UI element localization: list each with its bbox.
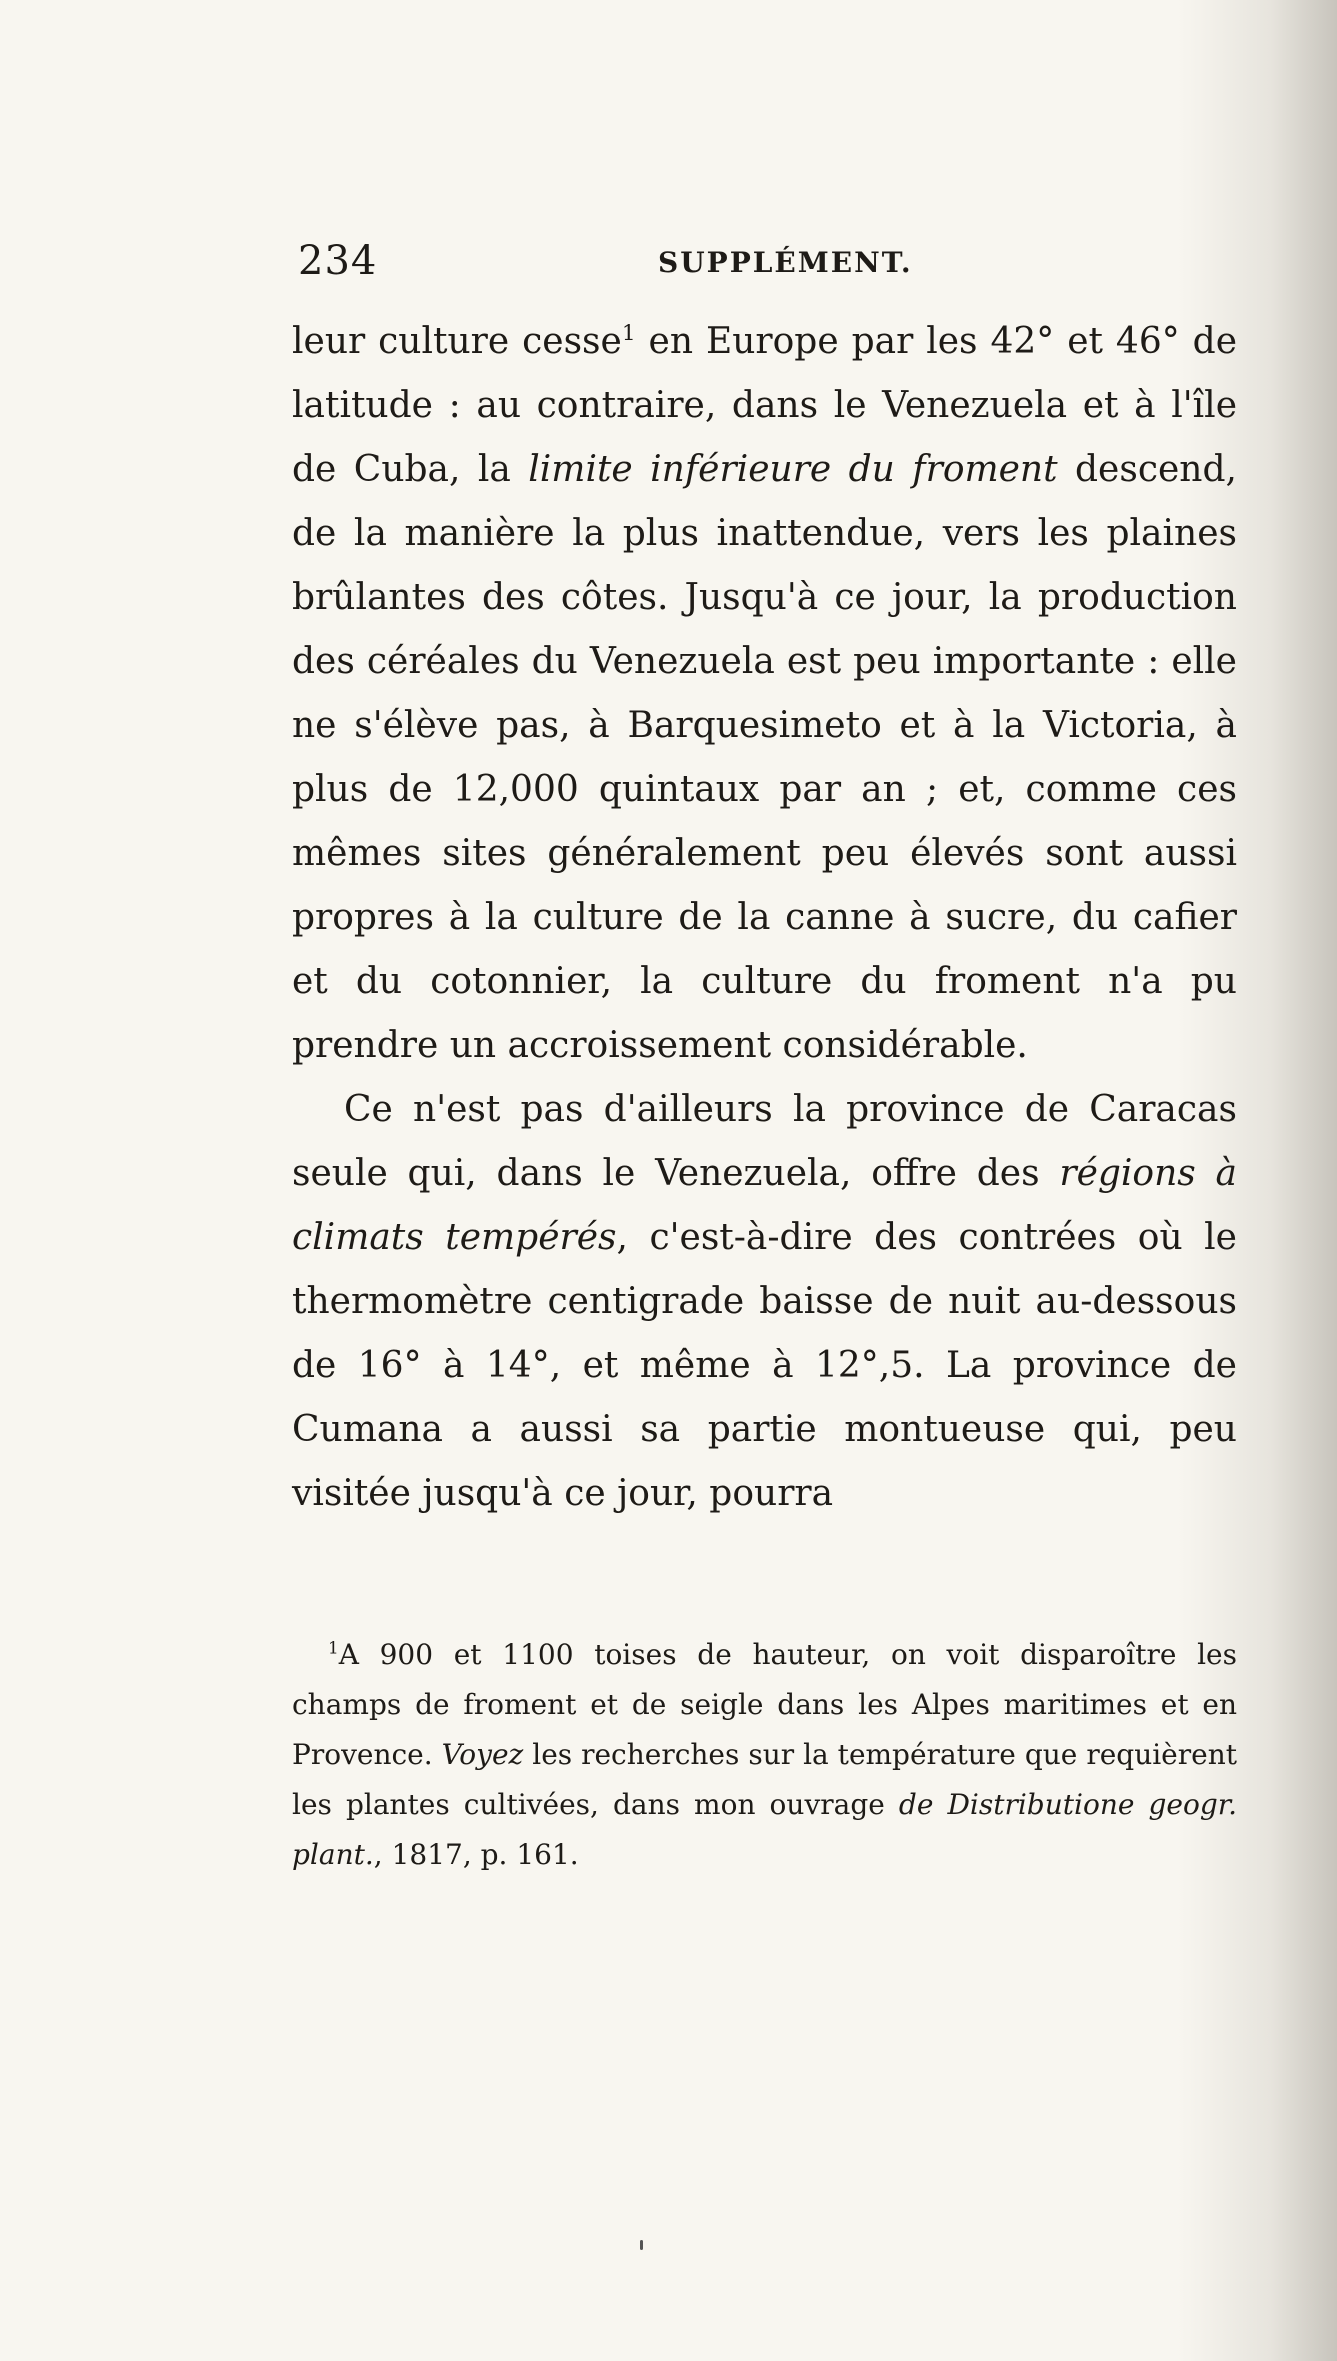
footnote-paragraph bbox=[292, 1630, 1237, 1880]
ink-speck bbox=[640, 2240, 643, 2250]
footnote bbox=[292, 1630, 1237, 1880]
paragraph-1-text-b: en Europe par les 42° et 46° de latitude : au contraire, dans le Venezuela et à l'île de Cuba, la bbox=[292, 321, 1238, 490]
footnote-reference: 1 bbox=[621, 321, 636, 346]
page-header bbox=[298, 232, 1238, 292]
footnote-marker: 1 bbox=[328, 1637, 339, 1658]
footnote-text-a: A 900 et 1100 toises de hauteur, on voit disparoître les champs de froment et de seigle dans les Alpes maritimes et en Provence. bbox=[292, 1638, 1237, 1771]
footnote-text-b: les recherches sur la température que requièrent les plantes cultivées, dans mon ouvrage bbox=[292, 1738, 1237, 1821]
paragraph-2 bbox=[292, 1078, 1237, 1526]
footnote-italic-voyez: Voyez bbox=[441, 1738, 524, 1771]
paragraph-2-text-a: Ce n'est pas d'ailleurs la province de Caracas seule qui, dans le Venezuela, offre des bbox=[292, 1089, 1237, 1194]
footnote-text-c: , 1817, p. 161. bbox=[373, 1838, 579, 1871]
page-number: 234 bbox=[298, 238, 378, 284]
paragraph-1 bbox=[292, 310, 1237, 1078]
main-text bbox=[292, 310, 1237, 1526]
footnote-italic-title: de Distributione geogr. plant. bbox=[292, 1788, 1237, 1871]
running-head: SUPPLÉMENT. bbox=[658, 246, 913, 279]
paragraph-1-text-a: leur culture cesse bbox=[292, 321, 622, 362]
paragraph-2-italic: régions à climats tempérés bbox=[292, 1153, 1238, 1258]
paragraph-1-italic: limite inférieure du froment bbox=[528, 449, 1058, 490]
paragraph-2-text-b: , c'est-à-dire des contrées où le thermomètre centigrade baisse de nuit au-dessous de 16° à 14°, et même à 12°,5. La province de Cumana a aussi sa partie montueuse qui, peu visitée jusqu'à ce jour, pourra bbox=[292, 1217, 1237, 1514]
paragraph-1-text-c: descend, de la manière la plus inattendue, vers les plaines brûlantes des côtes. Jusqu'à ce jour, la production des céréales du Venezuela est peu importante : elle ne s'élève pas, à Barquesimeto et à la Victoria, à plus de 12,000 quintaux par an ; et, comme ces mêmes sites généralement peu élevés sont aussi propres à la culture de la canne à sucre, du cafier et du cotonnier, la culture du froment n'a pu prendre un accroissement considérable. bbox=[292, 449, 1237, 1066]
